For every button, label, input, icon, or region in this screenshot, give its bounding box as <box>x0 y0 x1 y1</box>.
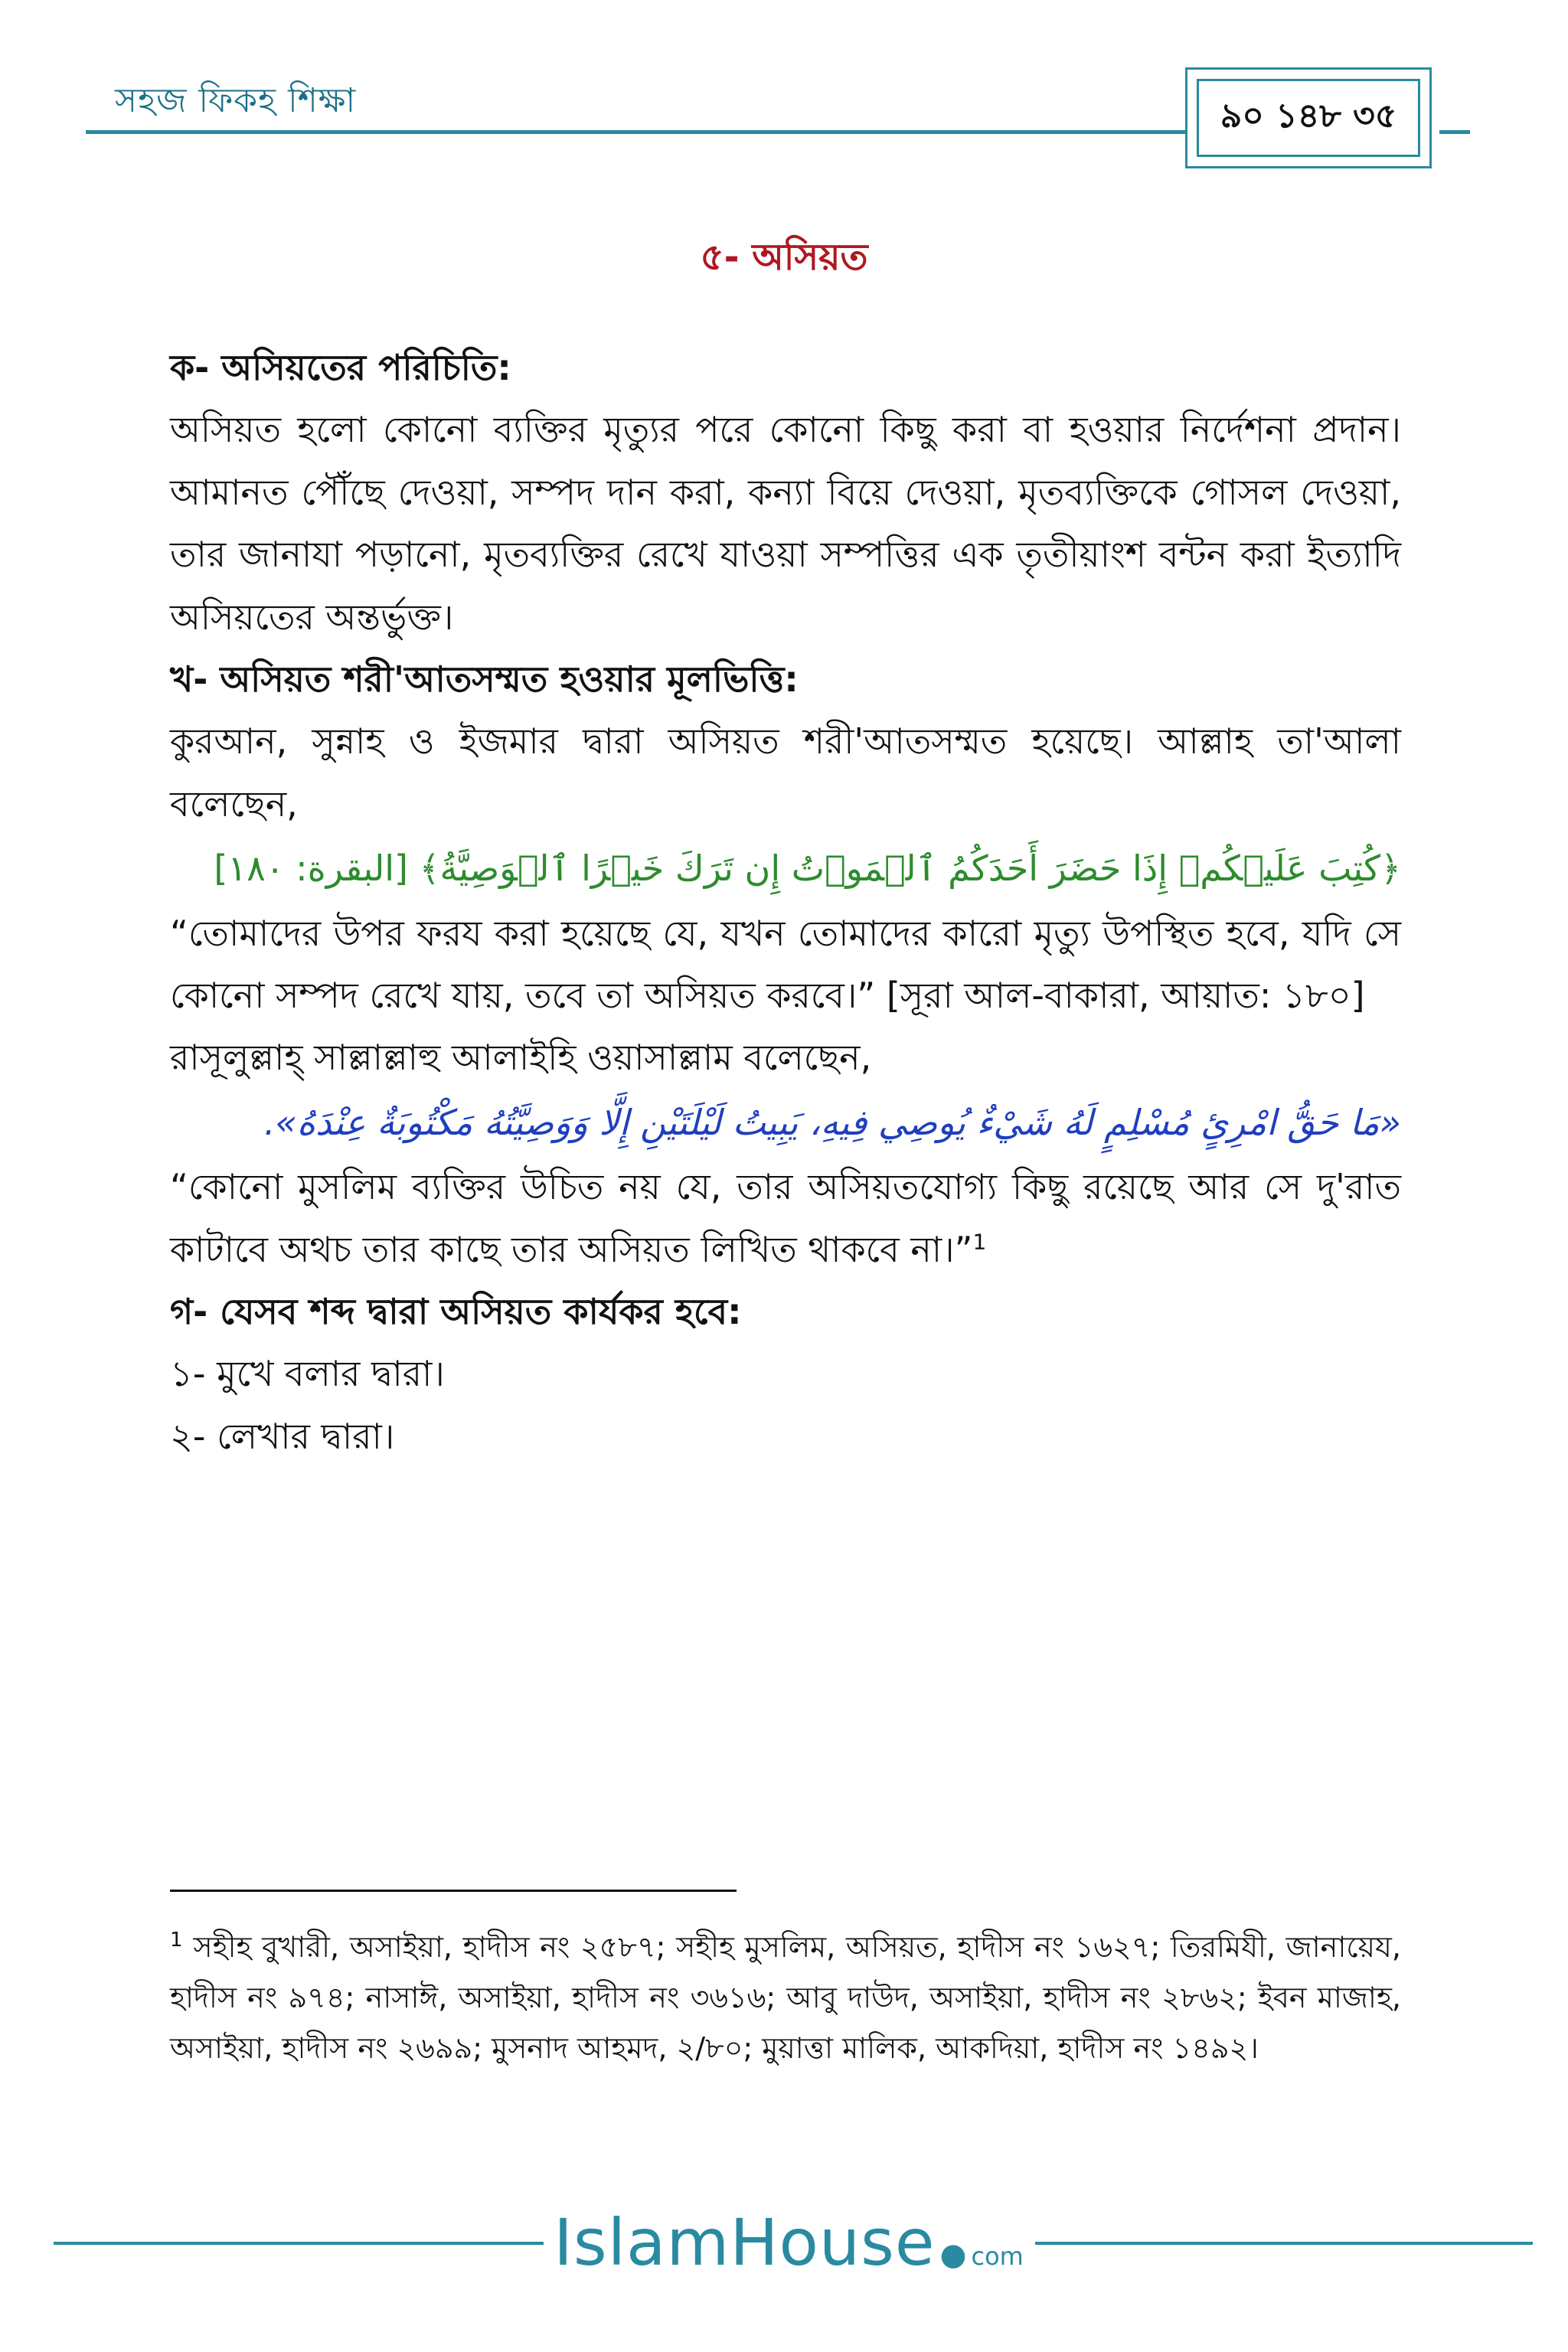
logo-wordmark: IslamHouse <box>554 2205 936 2280</box>
page-number: ৯০ ১৪৮ ৩৫ <box>1197 79 1420 157</box>
hadith-translation: “কোনো মুসলিম ব্যক্তির উচিত নয় যে, তার অসিয়তযোগ্য কিছু রয়েছে আর সে দু'রাত কাটাবে অথচ তার কাছে তার অসিয়ত লিখিত থাকবে না।” <box>170 1166 1401 1270</box>
footnote-marker: 1 <box>170 1929 183 1952</box>
footnote <box>170 1922 1401 2073</box>
hadith-translation-block <box>170 1156 1401 1281</box>
logo-dot-icon: ● <box>939 2237 967 2272</box>
footnote-text: সহীহ বুখারী, অসাইয়া, হাদীস নং ২৫৮৭; সহীহ মুসলিম, অসিয়ত, হাদীস নং ১৬২৭; তিরমিযী, জানায়েয, হাদীস নং ৯৭৪; নাসাঈ, অসাইয়া, হাদীস নং ৩৬১৬; আবু দাউদ, অসাইয়া, হাদীস নং ২৮৬২; ইবন মাজাহ, অসাইয়া, হাদীস নং ২৬৯৯; মুসনাদ আহমদ, ২/৮০; মুয়াত্তা মালিক, আকদিয়া, হাদীস নং ১৪৯২। <box>170 1930 1401 2066</box>
footer-divider-right <box>1035 2242 1533 2245</box>
header-divider-right <box>1439 130 1470 134</box>
footnote-divider <box>170 1890 737 1892</box>
header-divider <box>86 130 1188 134</box>
definition-paragraph: অসিয়ত হলো কোনো ব্যক্তির মৃত্যুর পরে কোনো কিছু করা বা হওয়ার নির্দেশনা প্রদান। আমানত পৌঁছে দেওয়া, সম্পদ দান করা, কন্যা বিয়ে দেওয়া, মৃতব্যক্তিকে গোসল দেওয়া, তার জানাযা পড়ানো, মৃতব্যক্তির রেখে যাওয়া সম্পত্তির এক তৃতীয়াংশ বন্টন করা ইত্যাদি অসিয়তের অন্তর্ভুক্ত। <box>170 409 1401 638</box>
legitimacy-intro: কুরআন, সুন্নাহ ও ইজমার দ্বারা অসিয়ত শরী'আতসম্মত হয়েছে। আল্লাহ তা'আলা বলেছেন, <box>170 720 1401 825</box>
page-number-box <box>1185 67 1432 168</box>
quran-verse-translation: “তোমাদের উপর ফরয করা হয়েছে যে, যখন তোমাদের কারো মৃত্যু উপস্থিত হবে, যদি সে কোনো সম্পদ রেখে যায়, তবে তা অসিয়ত করবে।” [সূরা আল-বাকারা, আয়াত: ১৮০] <box>170 912 1401 1017</box>
book-title: সহজ ফিকহ শিক্ষা <box>115 81 357 120</box>
list-item: ২- লেখার দ্বারা। <box>170 1415 395 1457</box>
footer-divider-left <box>54 2242 544 2245</box>
list-item: ১- মুখে বলার দ্বারা। <box>170 1353 445 1395</box>
hadith-intro: রাসূলুল্লাহ্ সাল্লাল্লাহু আলাইহি ওয়াসাল্লাম বলেছেন, <box>170 1037 872 1079</box>
hadith-arabic: «مَا حَقُّ امْرِئٍ مُسْلِمٍ لَهُ شَيْءٌ يُوصِي فِيهِ، يَبِيتُ لَيْلَتَيْنِ إِلَّا وَوَصِيَّتُهُ مَكْتُوبَةٌ عِنْدَهُ». <box>263 1101 1401 1143</box>
logo-domain: com <box>971 2242 1024 2271</box>
quran-verse-arabic: ﴿كُتِبَ عَلَيۡكُمۡ إِذَا حَضَرَ أَحَدَكُمُ ٱلۡمَوۡتُ إِن تَرَكَ خَيۡرًا ٱلۡوَصِيَّةُ﴾ [البقرة: ١٨٠] <box>214 848 1401 890</box>
islamhouse-logo[interactable] <box>551 2205 1026 2282</box>
subheading-wording: গ- যেসব শব্দ দ্বারা অসিয়ত কার্যকর হবে: <box>170 1291 742 1333</box>
section-heading: ৫- অসিয়ত <box>700 236 868 279</box>
footnote-reference[interactable]: 1 <box>972 1229 987 1255</box>
main-content <box>170 337 1401 1468</box>
subheading-definition: ক- অসিয়তের পরিচিতি: <box>170 347 511 388</box>
subheading-legitimacy: খ- অসিয়ত শরী'আতসম্মত হওয়ার মূলভিত্তি: <box>170 658 799 701</box>
